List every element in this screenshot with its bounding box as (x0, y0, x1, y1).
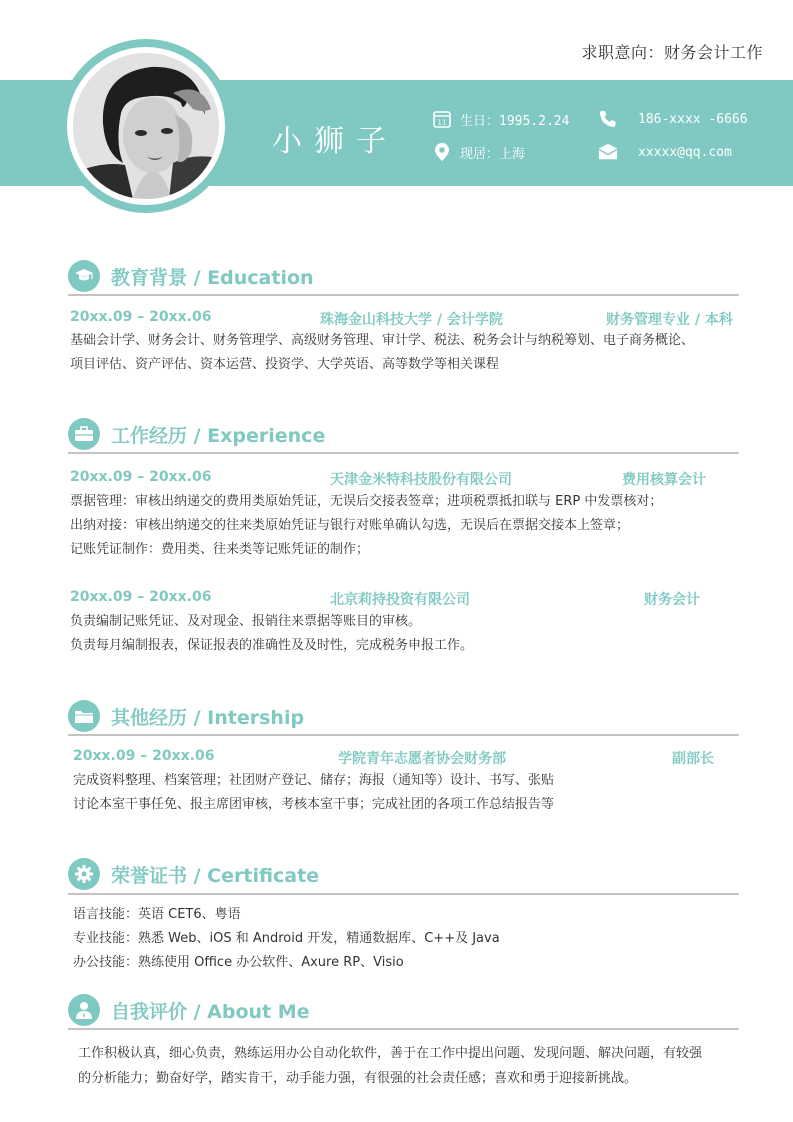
graduation-cap-icon (68, 260, 100, 292)
divider (68, 1028, 739, 1030)
portrait-photo (73, 53, 219, 199)
location-pin-icon (432, 142, 452, 162)
certificate-line: 办公技能：熟练使用 Office 办公软件、Axure RP、Visio (73, 955, 404, 970)
job-duty-line: 负责编制记账凭证、及对现金、报销往来票据等账目的审核。 (70, 614, 422, 629)
about-section (68, 994, 739, 1026)
calendar-icon (432, 109, 452, 129)
phone-field (598, 109, 748, 129)
education-date: 20xx.09 – 20xx.06 (70, 309, 212, 325)
job-duty-line: 票据管理：审核出纳递交的费用类原始凭证，无误后交接表签章；进项税票抵扣联与 ERP 中发票核对； (70, 494, 663, 509)
certificate-line: 专业技能：熟悉 Web、iOS 和 Android 开发，精通数据库、C++及 Java (73, 931, 500, 946)
birthday-text: 生日：1995.2.24 (460, 113, 570, 129)
divider (68, 893, 739, 895)
education-major: 财务管理专业 / 本科 (606, 312, 733, 328)
avatar (73, 53, 219, 199)
birthday-field (432, 109, 569, 129)
job-role: 财务会计 (644, 592, 700, 608)
residence-field (432, 142, 525, 162)
internship-role: 副部长 (672, 751, 714, 767)
job-objective: 求职意向：财务会计工作 (581, 43, 763, 62)
candidate-name: 小狮子 (272, 124, 398, 159)
certificate-section (68, 858, 739, 890)
email-text: xxxxx@qq.com (638, 144, 732, 160)
certificate-title: 荣誉证书 / Certificate (111, 864, 320, 887)
job-duty-line: 出纳对接：审核出纳递交的往来类原始凭证与银行对账单确认勾选，无误后在票据交接本上签章； (70, 518, 630, 533)
avatar-ring (59, 39, 233, 213)
mail-icon (598, 142, 618, 162)
divider (68, 734, 739, 736)
briefcase-icon (68, 418, 100, 450)
education-course-line: 项目评估、资产评估、资本运营、投资学、大学英语、高等数学等相关课程 (70, 357, 500, 372)
internship-org: 学院青年志愿者协会财务部 (338, 751, 506, 767)
education-school: 珠海金山科技大学 / 会计学院 (320, 312, 503, 328)
gear-icon (68, 858, 100, 890)
internship-date: 20xx.09 – 20xx.06 (73, 748, 215, 764)
internship-duty-line: 完成资料整理、档案管理；社团财产登记、储存；海报（通知等）设计、书写、张贴 (73, 773, 555, 788)
education-section (68, 260, 739, 292)
job-company: 北京莉持投资有限公司 (330, 592, 470, 608)
education-title: 教育背景 / Education (111, 266, 314, 289)
phone-text: 186-xxxx -6666 (638, 111, 748, 127)
job-date: 20xx.09 – 20xx.06 (70, 469, 212, 485)
internship-duty-line: 讨论本室干事任免、报主席团审核，考核本室干事；完成社团的各项工作总结报告等 (73, 797, 555, 812)
job-date: 20xx.09 – 20xx.06 (70, 589, 212, 605)
certificate-line: 语言技能：英语 CET6、粤语 (73, 907, 241, 922)
about-line: 工作积极认真，细心负责，熟练运用办公自动化软件，善于在工作中提出问题、发现问题、解决问题，有较强 (78, 1046, 703, 1061)
residence-text: 现居：上海 (460, 146, 526, 162)
svg-text:11: 11 (437, 118, 447, 127)
phone-icon (598, 109, 618, 129)
experience-section (68, 418, 739, 450)
internship-title: 其他经历 / Intership (111, 706, 305, 729)
email-field (598, 142, 732, 162)
job-company: 天津金米特科技股份有限公司 (330, 472, 512, 488)
job-duty-line: 记账凭证制作：费用类、往来类等记账凭证的制作； (70, 542, 370, 557)
person-icon (68, 994, 100, 1026)
divider (68, 452, 739, 454)
education-course-line: 基础会计学、财务会计、财务管理学、高级财务管理、审计学、税法、税务会计与纳税筹划、电子商务概论、 (70, 333, 695, 348)
divider (68, 294, 739, 296)
folder-icon (68, 700, 100, 732)
internship-section (68, 700, 739, 732)
job-role: 费用核算会计 (622, 472, 706, 488)
job-duty-line: 负责每月编制报表，保证报表的准确性及及时性，完成税务申报工作。 (70, 638, 474, 653)
about-title: 自我评价 / About Me (111, 1000, 310, 1023)
experience-title: 工作经历 / Experience (111, 424, 326, 447)
about-line: 的分析能力；勤奋好学，踏实肯干，动手能力强，有很强的社会责任感；喜欢和勇于迎接新挑战。 (78, 1071, 638, 1086)
